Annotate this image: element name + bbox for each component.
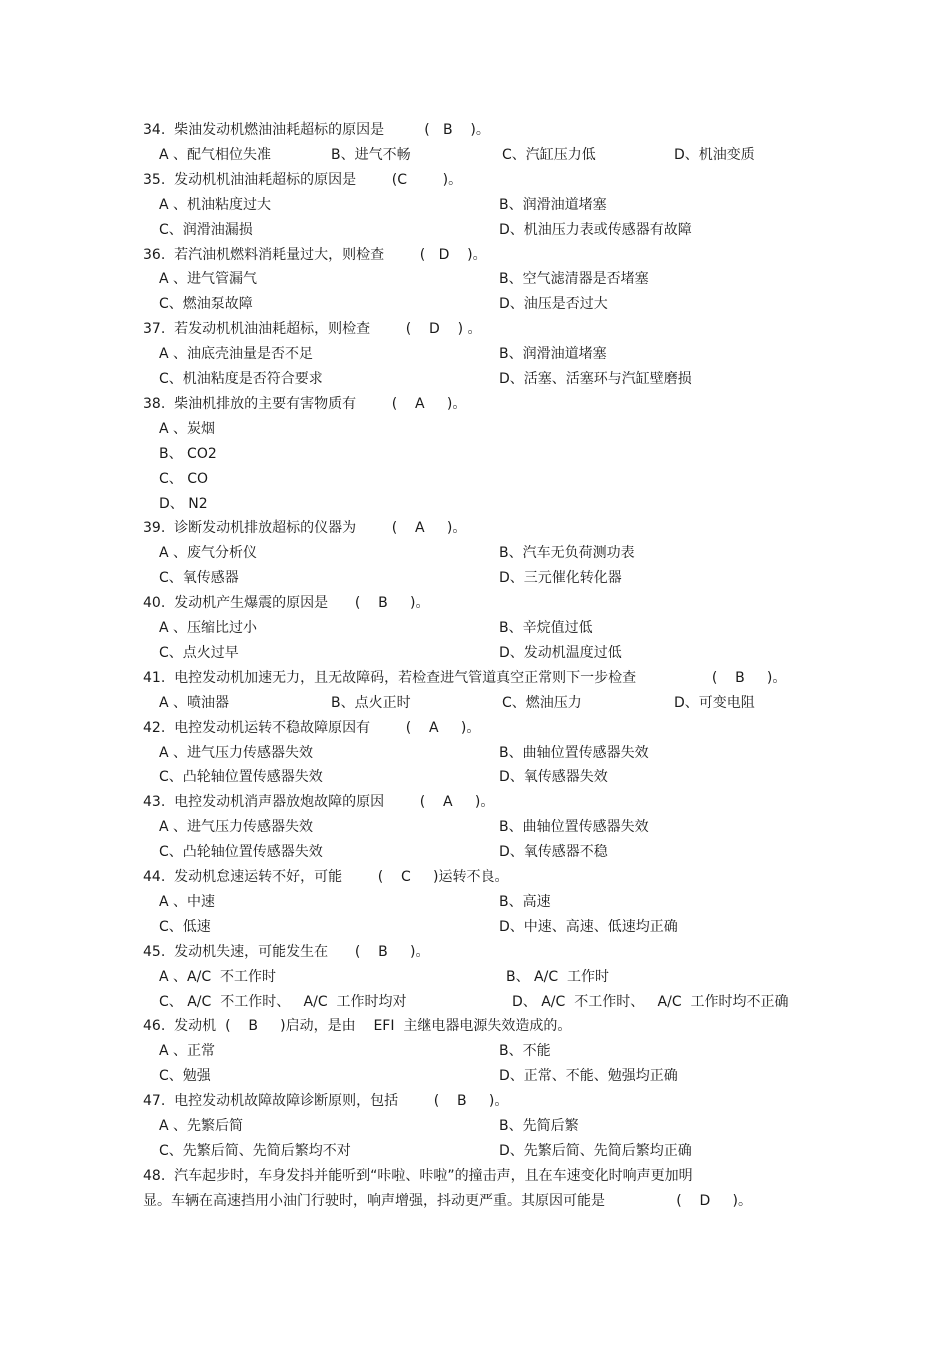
answer-option: B、先简后繁 xyxy=(499,1118,579,1134)
answer-option: D、氧传感器失效 xyxy=(499,769,608,785)
question-stem: 45. 发动机失速，可能发生在 ( B )。 xyxy=(143,944,430,960)
answer-option: D、 A/C 不工作时、 A/C 工作时均不正确 xyxy=(512,994,789,1010)
answer-option: B、辛烷值过低 xyxy=(499,620,593,636)
answer-option: A 、炭烟 xyxy=(159,421,216,437)
answer-option: A 、机油粘度过大 xyxy=(159,197,272,213)
answer-option: D、 N2 xyxy=(159,496,208,512)
answer-option: A 、A/C 不工作时 xyxy=(159,969,276,985)
answer-option: A 、进气管漏气 xyxy=(159,271,258,287)
answer-option: D、正常、不能、勉强均正确 xyxy=(499,1068,678,1084)
question-stem: 38. 柴油机排放的主要有害物质有 ( A )。 xyxy=(143,396,467,412)
answer-option: D、机油变质 xyxy=(674,147,755,163)
answer-option: D、先繁后简、先简后繁均正确 xyxy=(499,1143,692,1159)
answer-option: A 、进气压力传感器失效 xyxy=(159,745,314,761)
question-stem-continued: 显。车辆在高速挡用小油门行驶时，响声增强，抖动更严重。其原因可能是 ( D )。 xyxy=(143,1193,752,1209)
answer-option: B、空气滤清器是否堵塞 xyxy=(499,271,649,287)
answer-option: D、发动机温度过低 xyxy=(499,645,622,661)
answer-option: B、曲轴位置传感器失效 xyxy=(499,745,649,761)
answer-option: B、润滑油道堵塞 xyxy=(499,346,607,362)
question-stem: 47. 电控发动机故障故障诊断原则，包括 ( B )。 xyxy=(143,1093,509,1109)
question-stem: 37. 若发动机机油油耗超标，则检查 ( D ) 。 xyxy=(143,321,482,337)
answer-option: D、三元催化转化器 xyxy=(499,570,622,586)
answer-option: B、高速 xyxy=(499,894,551,910)
answer-option: D、机油压力表或传感器有故障 xyxy=(499,222,692,238)
answer-option: B、 A/C 工作时 xyxy=(506,969,610,985)
question-stem: 44. 发动机怠速运转不好，可能 ( C )运转不良。 xyxy=(143,869,509,885)
question-stem: 39. 诊断发动机排放超标的仪器为 ( A )。 xyxy=(143,520,467,536)
question-stem: 48. 汽车起步时，车身发抖并能听到“咔啦、咔啦”的撞击声，且在车速变化时响声更加明 xyxy=(143,1168,693,1184)
answer-option: C、润滑油漏损 xyxy=(159,222,253,238)
answer-option: C、低速 xyxy=(159,919,211,935)
answer-option: C、 CO xyxy=(159,471,209,487)
answer-option: C、先繁后简、先简后繁均不对 xyxy=(159,1143,351,1159)
answer-option: C、点火过早 xyxy=(159,645,239,661)
answer-option: A 、喷油器 xyxy=(159,695,230,711)
answer-option: D、氧传感器不稳 xyxy=(499,844,608,860)
question-stem: 42. 电控发动机运转不稳故障原因有 ( A )。 xyxy=(143,720,481,736)
answer-option: D、油压是否过大 xyxy=(499,296,608,312)
answer-option: A 、压缩比过小 xyxy=(159,620,258,636)
answer-option: B、润滑油道堵塞 xyxy=(499,197,607,213)
answer-option: C、勉强 xyxy=(159,1068,211,1084)
answer-option: A 、正常 xyxy=(159,1043,216,1059)
question-stem: 41. 电控发动机加速无力，且无故障码，若检查进气管道真空正常则下一步检查 ( B )。 xyxy=(143,670,787,686)
answer-option: A 、油底壳油量是否不足 xyxy=(159,346,314,362)
answer-option: C、燃油压力 xyxy=(502,695,582,711)
question-stem: 34. 柴油发动机燃油油耗超标的原因是 ( B )。 xyxy=(143,122,490,138)
answer-option: B、曲轴位置传感器失效 xyxy=(499,819,649,835)
question-stem: 43. 电控发动机消声器放炮故障的原因 ( A )。 xyxy=(143,794,495,810)
answer-option: C、机油粘度是否符合要求 xyxy=(159,371,323,387)
question-stem: 40. 发动机产生爆震的原因是 ( B )。 xyxy=(143,595,430,611)
answer-option: B、点火正时 xyxy=(331,695,411,711)
answer-option: A 、进气压力传感器失效 xyxy=(159,819,314,835)
answer-option: C、凸轮轴位置传感器失效 xyxy=(159,844,323,860)
question-stem: 46. 发动机 ( B )启动，是由 EFI 主继电器电源失效造成的。 xyxy=(143,1018,572,1034)
answer-option: C、氧传感器 xyxy=(159,570,239,586)
answer-option: A 、配气相位失准 xyxy=(159,147,272,163)
answer-option: B、不能 xyxy=(499,1043,551,1059)
answer-option: A 、先繁后简 xyxy=(159,1118,244,1134)
answer-option: B、进气不畅 xyxy=(331,147,411,163)
answer-option: C、 A/C 不工作时、 A/C 工作时均对 xyxy=(159,994,407,1010)
answer-option: B、 CO2 xyxy=(159,446,217,462)
answer-option: D、可变电阻 xyxy=(674,695,755,711)
question-stem: 35. 发动机机油油耗超标的原因是 (C )。 xyxy=(143,172,463,188)
answer-option: A 、废气分析仪 xyxy=(159,545,258,561)
answer-option: C、汽缸压力低 xyxy=(502,147,596,163)
answer-option: B、汽车无负荷测功表 xyxy=(499,545,635,561)
answer-option: C、凸轮轴位置传感器失效 xyxy=(159,769,323,785)
answer-option: D、中速、高速、低速均正确 xyxy=(499,919,678,935)
answer-option: C、燃油泵故障 xyxy=(159,296,253,312)
answer-option: A 、中速 xyxy=(159,894,216,910)
answer-option: D、活塞、活塞环与汽缸壁磨损 xyxy=(499,371,692,387)
question-stem: 36. 若汽油机燃料消耗量过大，则检查 ( D )。 xyxy=(143,247,487,263)
